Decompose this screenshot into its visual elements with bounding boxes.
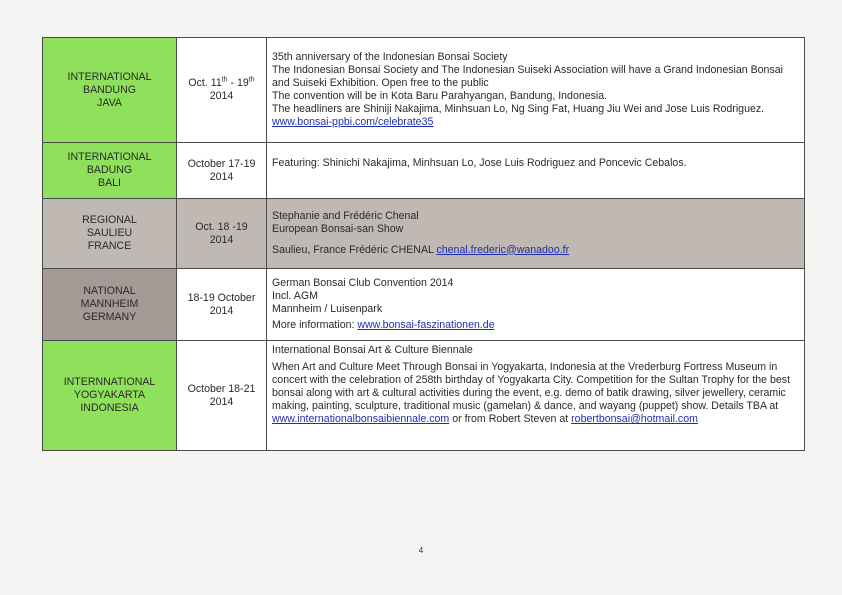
table-row <box>43 38 805 143</box>
description-cell <box>267 199 805 269</box>
website-link[interactable]: www.internationalbonsaibiennale.com <box>272 413 450 425</box>
event-body: When Art and Culture Meet Through Bonsai in Yogyakarta, Indonesia at the Vrederburg Fortress Museum in concert with the celebration of 258th birthday of Yogyakarta City. Competition for the Sultan Trophy for the best bonsai along with art & cultural activities during the event, e.g. demo of batik drawing, silver jewellery, ceramic making, painting, sculpture, traditional music (gamelan) & dance, and wayang (puppet) show. Details TBA at www.internationalbonsaibiennale.com or from Robert Steven at robertbonsai@hotmail.com <box>272 361 791 425</box>
desc-line: Mannheim / Luisenpark <box>272 302 383 315</box>
event-year: 2014 <box>209 233 234 246</box>
table-row <box>43 143 805 199</box>
event-country: GERMANY <box>82 311 137 323</box>
event-level: INTERNATIONAL <box>67 151 152 163</box>
date-cell <box>177 341 267 451</box>
event-level: INTERNNATIONAL <box>63 376 156 388</box>
date-cell <box>177 269 267 341</box>
email-link[interactable]: robertbonsai@hotmail.com <box>571 413 698 425</box>
event-date: Oct. 11th - 19th <box>188 76 255 89</box>
date-cell <box>177 199 267 269</box>
page-number: 4 <box>418 546 424 555</box>
desc-line: Featuring: Shinichi Nakajima, Minhsuan Lo, Jose Luis Rodriguez and Poncevic Cebalos. <box>272 157 687 169</box>
event-country: INDONESIA <box>80 402 139 414</box>
region-cell <box>43 38 177 143</box>
desc-line: The convention will be in Kota Baru Parahyangan, Bandung, Indonesia. <box>272 89 608 102</box>
table-row <box>43 341 805 451</box>
event-year: 2014 <box>209 395 234 408</box>
event-year: 2014 <box>209 304 234 317</box>
description-cell <box>267 269 805 341</box>
table-row <box>43 199 805 269</box>
desc-line: The headliners are Shiniji Nakajima, Minhsuan Lo, Ng Sing Fat, Huang Jiu Wei and Jose Luis Rodriguez. <box>272 102 765 115</box>
desc-line: European Bonsai-san Show <box>272 222 404 235</box>
region-cell <box>43 269 177 341</box>
event-city: BANDUNG <box>83 83 136 96</box>
events-table <box>42 37 805 451</box>
date-cell <box>177 38 267 143</box>
event-city: BADUNG <box>86 164 133 176</box>
desc-line: 35th anniversary of the Indonesian Bonsai Society <box>272 50 508 63</box>
event-country: JAVA <box>97 96 122 109</box>
event-level: INTERNATIONAL <box>67 70 152 83</box>
desc-line: The Indonesian Bonsai Society and The Indonesian Suiseki Association will have a Grand Indonesian Bonsai and Suiseki Exhibition. Open free to the public <box>272 63 783 89</box>
region-cell <box>43 199 177 269</box>
event-title: International Bonsai Art & Culture Biennale <box>272 344 473 356</box>
event-city: MANNHEIM <box>80 298 139 310</box>
spacer <box>272 236 799 244</box>
event-level: NATIONAL <box>83 285 136 297</box>
event-date: October 18-21 <box>187 382 256 395</box>
region-cell <box>43 143 177 199</box>
event-city: YOGYAKARTA <box>73 389 146 401</box>
event-date: 18-19 October <box>187 291 256 304</box>
table-row <box>43 269 805 341</box>
event-city: SAULIEU <box>86 227 133 239</box>
website-link[interactable]: www.bonsai-ppbi.com/celebrate35 <box>272 115 434 128</box>
desc-line: German Bonsai Club Convention 2014 <box>272 276 454 289</box>
more-info-line: More information: www.bonsai-faszinationen.de <box>272 318 495 331</box>
description-cell <box>267 38 805 143</box>
website-link[interactable]: www.bonsai-faszinationen.de <box>357 318 495 331</box>
email-link[interactable]: chenal.frederic@wanadoo.fr <box>436 243 570 256</box>
event-year: 2014 <box>209 90 234 102</box>
desc-line: Stephanie and Frédéric Chenal <box>272 209 419 222</box>
event-country: BALI <box>98 177 121 189</box>
description-cell <box>267 143 805 199</box>
region-cell <box>43 341 177 451</box>
event-date: October 17-19 <box>187 157 256 170</box>
description-cell <box>267 341 805 451</box>
event-year: 2014 <box>209 170 234 183</box>
contact-line: Saulieu, France Frédéric CHENAL chenal.frederic@wanadoo.fr <box>272 243 570 256</box>
date-cell <box>177 143 267 199</box>
event-country: FRANCE <box>87 240 132 252</box>
desc-line: Incl. AGM <box>272 289 318 302</box>
event-date: Oct. 18 -19 <box>195 220 248 233</box>
event-level: REGIONAL <box>82 214 137 226</box>
